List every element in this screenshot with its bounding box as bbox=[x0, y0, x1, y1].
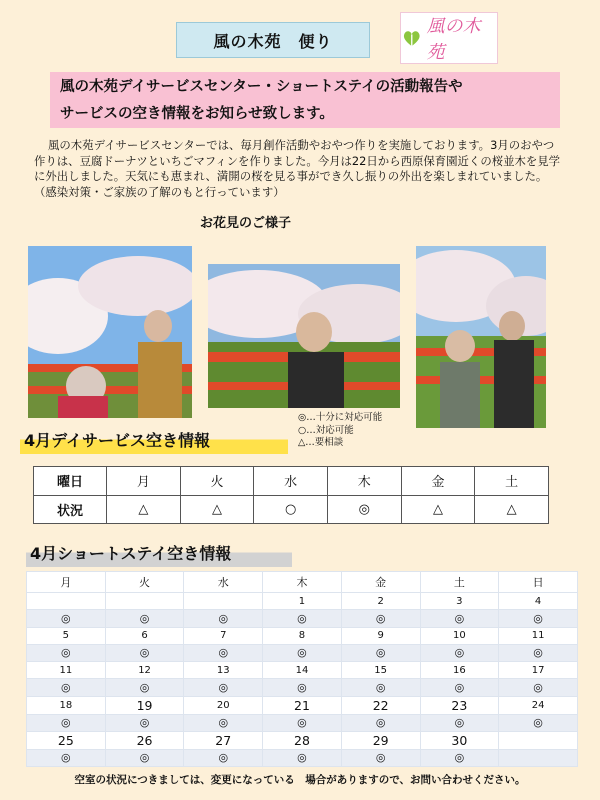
legend-item-consult: △…要相談 bbox=[298, 437, 344, 448]
calendar-status-cell: ◎ bbox=[341, 679, 420, 696]
legend-item-available: ○…対応可能 bbox=[298, 424, 354, 436]
heart-leaf-icon bbox=[401, 27, 423, 49]
weekday-cell: 月 bbox=[107, 467, 181, 496]
calendar-status-cell: ◎ bbox=[420, 610, 499, 627]
calendar-status-cell: ◎ bbox=[263, 679, 342, 696]
status-cell: ◎ bbox=[327, 495, 401, 524]
calendar-date-cell: 22 bbox=[341, 696, 420, 714]
calendar-weekday: 土 bbox=[420, 572, 499, 593]
photo-cherry-blossom-3 bbox=[416, 246, 546, 428]
calendar-date-cell: 12 bbox=[105, 662, 184, 679]
calendar-status-row bbox=[27, 679, 578, 696]
day-service-weekday-row bbox=[34, 467, 549, 496]
short-stay-heading: 4月ショートステイ空き情報 bbox=[26, 541, 292, 567]
calendar-status-cell: ◎ bbox=[499, 714, 578, 731]
calendar-status-cell bbox=[499, 749, 578, 766]
calendar-weekday: 月 bbox=[27, 572, 106, 593]
calendar-weekday: 木 bbox=[263, 572, 342, 593]
calendar-date-cell bbox=[27, 593, 106, 610]
calendar-date-cell: 11 bbox=[499, 627, 578, 644]
weekday-cell: 土 bbox=[475, 467, 549, 496]
calendar-date-cell: 7 bbox=[184, 627, 263, 644]
calendar-date-cell: 21 bbox=[263, 696, 342, 714]
intro-paragraph: 風の木苑デイサービスセンターでは、毎月創作活動やおやつ作りを実施しております。3月のおやつ作りは、豆腐ドーナツといちごマフィンを作りました。今月は22日から西原保育園近くの桜並木を見学に外出しました。天気にも恵まれ、満開の桜を見る事ができ久し振りの外出を楽しまれていました。（感染対策・ご家族の了解のもと行っています） bbox=[34, 138, 561, 199]
calendar-date-cell: 23 bbox=[420, 696, 499, 714]
calendar-status-cell: ◎ bbox=[499, 679, 578, 696]
calendar-date-cell: 14 bbox=[263, 662, 342, 679]
calendar-status-row bbox=[27, 644, 578, 661]
calendar-status-cell: ◎ bbox=[184, 749, 263, 766]
facility-logo bbox=[400, 12, 498, 64]
availability-legend bbox=[298, 412, 382, 450]
legend-item-excellent: ◎…十分に対応可能 bbox=[298, 412, 383, 423]
weekday-header-cell: 曜日 bbox=[34, 467, 107, 496]
status-cell: △ bbox=[180, 495, 254, 524]
calendar-status-cell: ◎ bbox=[105, 644, 184, 661]
calendar-status-row bbox=[27, 610, 578, 627]
calendar-date-cell: 20 bbox=[184, 696, 263, 714]
weekday-cell: 火 bbox=[180, 467, 254, 496]
calendar-date-row bbox=[27, 731, 578, 749]
calendar-status-cell: ◎ bbox=[341, 749, 420, 766]
calendar-status-cell: ◎ bbox=[499, 644, 578, 661]
calendar-status-cell: ◎ bbox=[184, 714, 263, 731]
calendar-status-cell: ◎ bbox=[420, 644, 499, 661]
calendar-status-cell: ◎ bbox=[27, 610, 106, 627]
calendar-date-cell: 8 bbox=[263, 627, 342, 644]
calendar-date-cell: 24 bbox=[499, 696, 578, 714]
calendar-date-cell bbox=[105, 593, 184, 610]
status-cell: ○ bbox=[254, 495, 328, 524]
calendar-status-cell: ◎ bbox=[105, 714, 184, 731]
calendar-date-cell: 30 bbox=[420, 731, 499, 749]
calendar-status-cell: ◎ bbox=[184, 644, 263, 661]
calendar-date-cell: 6 bbox=[105, 627, 184, 644]
calendar-status-cell: ◎ bbox=[263, 749, 342, 766]
calendar-date-cell bbox=[184, 593, 263, 610]
calendar-date-cell: 17 bbox=[499, 662, 578, 679]
calendar-date-row bbox=[27, 593, 578, 610]
calendar-status-cell: ◎ bbox=[263, 644, 342, 661]
weekday-cell: 水 bbox=[254, 467, 328, 496]
calendar-date-cell: 19 bbox=[105, 696, 184, 714]
calendar-date-row bbox=[27, 627, 578, 644]
calendar-date-cell: 2 bbox=[341, 593, 420, 610]
weekday-cell: 金 bbox=[401, 467, 475, 496]
calendar-date-cell: 1 bbox=[263, 593, 342, 610]
status-cell: △ bbox=[107, 495, 181, 524]
banner-line-1: 風の木苑デイサービスセンター・ショートステイの活動報告や bbox=[60, 79, 463, 95]
calendar-status-cell: ◎ bbox=[341, 644, 420, 661]
calendar-status-cell: ◎ bbox=[263, 610, 342, 627]
calendar-date-cell: 3 bbox=[420, 593, 499, 610]
calendar-status-cell: ◎ bbox=[263, 714, 342, 731]
calendar-weekday: 日 bbox=[499, 572, 578, 593]
calendar-status-cell: ◎ bbox=[105, 610, 184, 627]
calendar-date-cell: 10 bbox=[420, 627, 499, 644]
weekday-cell: 木 bbox=[327, 467, 401, 496]
calendar-status-cell: ◎ bbox=[420, 679, 499, 696]
calendar-status-cell: ◎ bbox=[420, 714, 499, 731]
calendar-date-cell: 27 bbox=[184, 731, 263, 749]
photo-cherry-blossom-1 bbox=[28, 246, 192, 418]
calendar-date-cell: 11 bbox=[27, 662, 106, 679]
day-service-table bbox=[33, 466, 549, 524]
page-title: 風の木苑 便り bbox=[176, 22, 370, 58]
calendar-status-cell: ◎ bbox=[184, 610, 263, 627]
calendar-date-row bbox=[27, 696, 578, 714]
calendar-status-cell: ◎ bbox=[27, 714, 106, 731]
calendar-date-cell: 9 bbox=[341, 627, 420, 644]
calendar-weekday: 金 bbox=[341, 572, 420, 593]
calendar-status-cell: ◎ bbox=[499, 610, 578, 627]
calendar-date-cell: 28 bbox=[263, 731, 342, 749]
intro-banner bbox=[50, 72, 560, 128]
calendar-weekday-row bbox=[27, 572, 578, 593]
calendar-date-cell: 4 bbox=[499, 593, 578, 610]
photo-caption: お花見のご様子 bbox=[200, 216, 292, 231]
calendar-date-cell: 16 bbox=[420, 662, 499, 679]
status-cell: △ bbox=[475, 495, 549, 524]
status-header-cell: 状況 bbox=[34, 495, 107, 524]
calendar-status-cell: ◎ bbox=[341, 610, 420, 627]
calendar-date-cell: 5 bbox=[27, 627, 106, 644]
calendar-date-cell: 29 bbox=[341, 731, 420, 749]
calendar-status-cell: ◎ bbox=[27, 749, 106, 766]
calendar-weekday: 水 bbox=[184, 572, 263, 593]
calendar-date-cell: 18 bbox=[27, 696, 106, 714]
calendar-status-cell: ◎ bbox=[105, 749, 184, 766]
short-stay-calendar bbox=[26, 571, 578, 767]
day-service-status-row bbox=[34, 495, 549, 524]
calendar-date-cell: 25 bbox=[27, 731, 106, 749]
calendar-date-cell bbox=[499, 731, 578, 749]
status-cell: △ bbox=[401, 495, 475, 524]
calendar-status-row bbox=[27, 714, 578, 731]
calendar-date-cell: 26 bbox=[105, 731, 184, 749]
calendar-status-cell: ◎ bbox=[420, 749, 499, 766]
calendar-date-row bbox=[27, 662, 578, 679]
calendar-status-cell: ◎ bbox=[341, 714, 420, 731]
calendar-status-row bbox=[27, 749, 578, 766]
logo-text: 風の木苑 bbox=[426, 16, 481, 63]
calendar-date-cell: 13 bbox=[184, 662, 263, 679]
footer-note: 空室の状況につきましては、変更になっている 場合がありますので、お問い合わせください。 bbox=[74, 774, 526, 786]
calendar-status-cell: ◎ bbox=[184, 679, 263, 696]
calendar-status-cell: ◎ bbox=[27, 644, 106, 661]
day-service-heading: 4月デイサービス空き情報 bbox=[20, 428, 288, 454]
calendar-weekday: 火 bbox=[105, 572, 184, 593]
banner-line-2: サービスの空き情報をお知らせ致します。 bbox=[60, 106, 334, 122]
calendar-date-cell: 15 bbox=[341, 662, 420, 679]
photo-cherry-blossom-2 bbox=[208, 264, 400, 408]
calendar-status-cell: ◎ bbox=[27, 679, 106, 696]
calendar-status-cell: ◎ bbox=[105, 679, 184, 696]
